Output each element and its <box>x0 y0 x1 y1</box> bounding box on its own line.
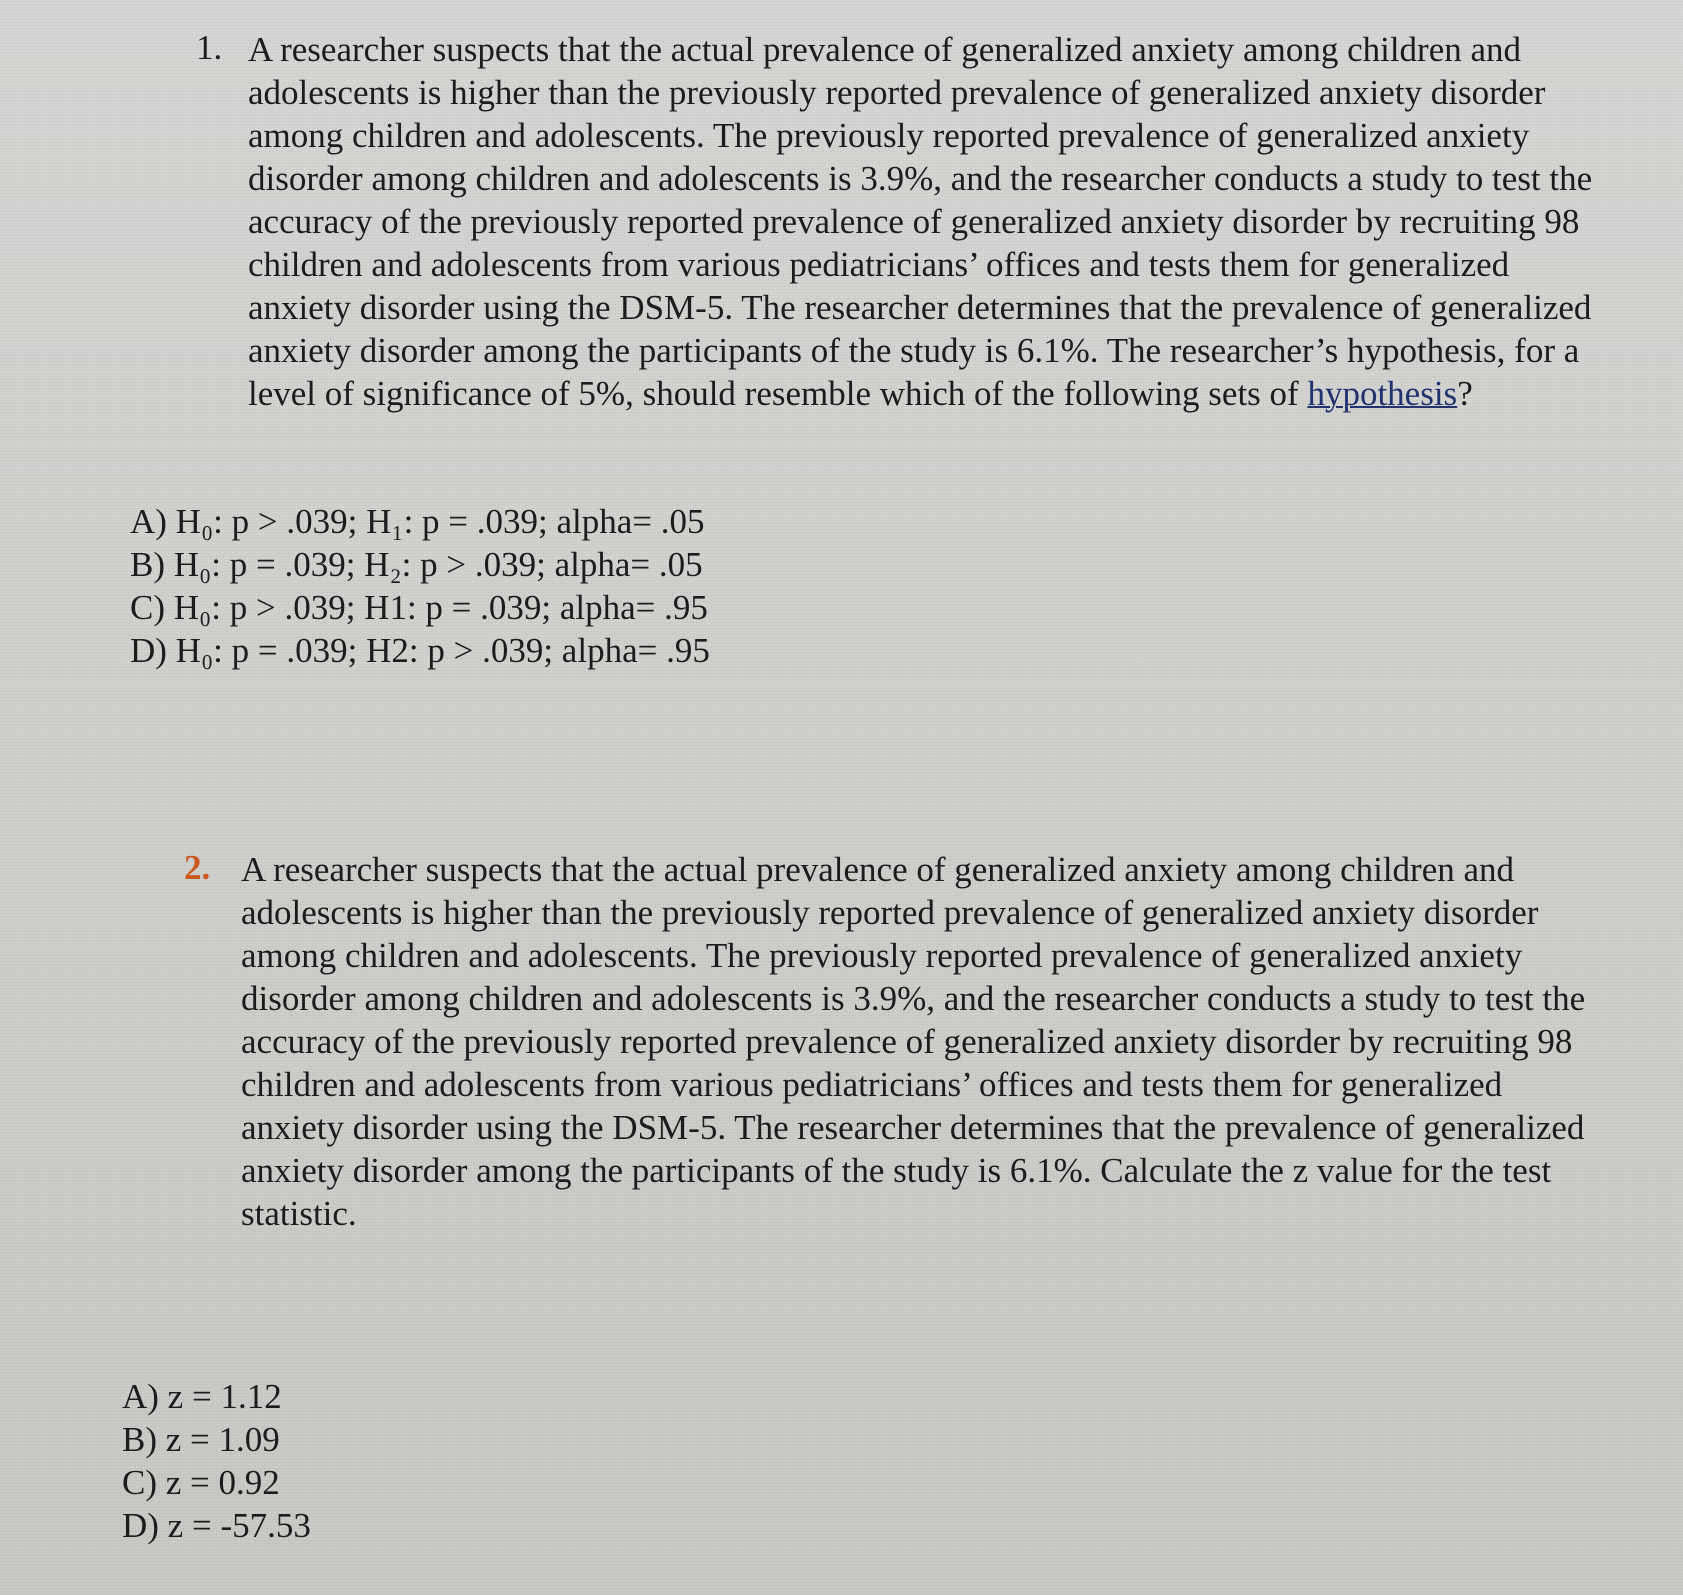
question-1-text <box>248 28 1598 415</box>
question-2-text: A researcher suspects that the actual prevalence of generalized anxiety among children and adolescents is higher than the previously reported prevalence of generalized anxiety disorder among children and adolescents. The previously reported prevalence of generalized anxiety disorder among children and adolescents is 3.9%, and the researcher conducts a study to test the accuracy of the previously reported prevalence of generalized anxiety disorder by recruiting 98 children and adolescents from various pediatricians’ offices and tests them for generalized anxiety disorder using the DSM-5. The researcher determines that the prevalence of generalized anxiety disorder among the participants of the study is 6.1%. Calculate the z value for the test statistic. <box>241 850 1586 1233</box>
question-1-text-end: ? <box>1457 374 1473 413</box>
question-2-options <box>122 1375 311 1547</box>
question-2-option-a: A) z = 1.12 <box>122 1377 282 1416</box>
question-1-option-a: A) H₀: p > .039; H₁: p = .039; alpha= .05 <box>130 502 705 541</box>
question-1-option-b: B) H₀: p = .039; H₂: p > .039; alpha= .05 <box>130 545 703 584</box>
hypothesis-link[interactable]: hypothesis <box>1307 374 1458 413</box>
question-1-text-body: A researcher suspects that the actual prevalence of generalized anxiety among children and adolescents is higher than the previously reported prevalence of generalized anxiety disorder among children and adolescents. The previously reported prevalence of generalized anxiety disorder among children and adolescents is 3.9%, and the researcher conducts a study to test the accuracy of the previously reported prevalence of generalized anxiety disorder by recruiting 98 children and adolescents from various pediatricians’ offices and tests them for generalized anxiety disorder using the DSM-5. The researcher determines that the prevalence of generalized anxiety disorder among the participants of the study is 6.1%. The researcher’s hypothesis, for a level of significance of 5%, should resemble which of the following sets of <box>248 30 1593 413</box>
question-2-number: 2. <box>184 848 211 887</box>
question-1-options <box>130 500 710 672</box>
question-1-number: 1. <box>196 28 223 67</box>
question-2-option-d: D) z = -57.53 <box>122 1506 311 1545</box>
question-2-option-c: C) z = 0.92 <box>122 1463 280 1502</box>
question-1-option-c: C) H₀: p > .039; H1: p = .039; alpha= .95 <box>130 588 708 627</box>
question-1-option-d: D) H₀: p = .039; H2: p > .039; alpha= .95 <box>130 631 710 670</box>
question-2-option-b: B) z = 1.09 <box>122 1420 280 1459</box>
question-1 <box>0 0 1683 700</box>
question-2 <box>0 800 1683 1595</box>
